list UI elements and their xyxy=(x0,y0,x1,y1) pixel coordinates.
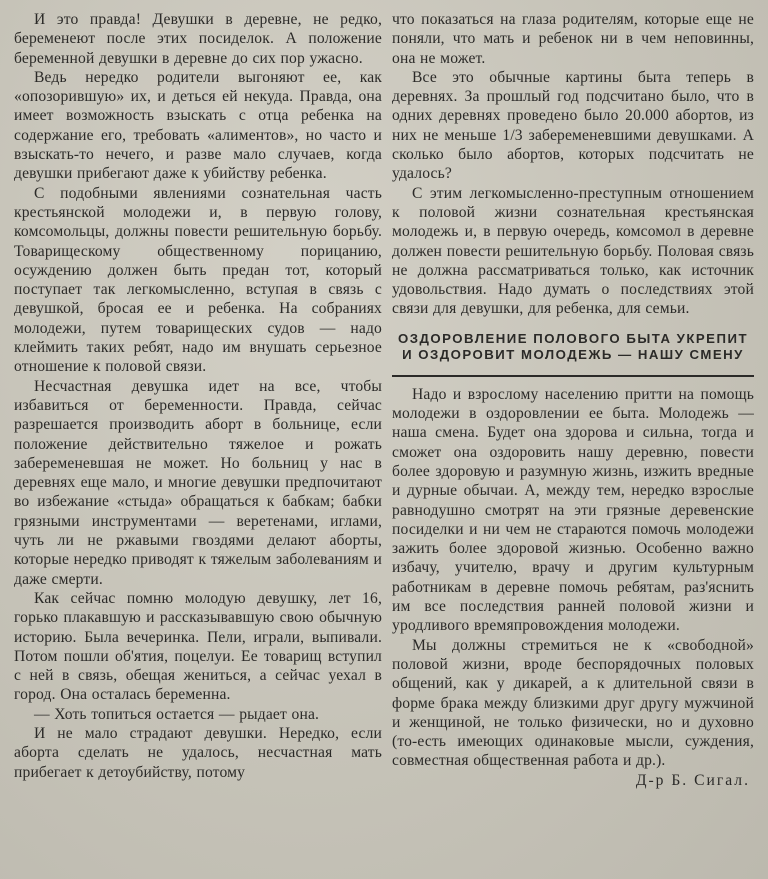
paragraph: Ведь нередко родители выгоняют ее, как «опозорившую» их, и деться ей некуда. Правда, она имеет возможность взыскать с отца ребенка на содержание его, требовать «алиментов», но часто и взыскать-то нечего, и разве мало случаев, когда девушки прибегают даже к убийству ребенка. xyxy=(14,68,382,183)
paragraph: Как сейчас помню молодую девушку, лет 16, горько плакавшую и рассказывавшую свою обычную историю. Была вечеринка. Пели, играли, выпивали. Потом пошли об'ятия, поцелуи. Ее товарищ вступил с ней в связь, обещая жениться, а сейчас уехал в город. Она осталась беременна. xyxy=(14,589,382,704)
section-heading: ОЗДОРОВЛЕНИЕ ПОЛОВОГО БЫТА УКРЕПИТ И ОЗДОРОВИТ МОЛОДЕЖЬ — НАШУ СМЕНУ xyxy=(397,330,748,362)
paragraph: И не мало страдают девушки. Нередко, если аборта сделать не удалось, несчастная мать прибегает к детоубийству, потому xyxy=(14,724,382,781)
paragraph: С подобными явлениями сознательная часть крестьянской молодежи и, в первую голову, комсомольцы, должны повести решительную борьбу. Товарищескому общественному порицанию, осуждению должен быть предан тот, который поступает так легкомысленно, вступая в связь с девушкой, бросая ее и ребенка. На собраниях молодежи, путем товарищеских судов — надо клеймить таких ребят, надо им внушать серьезное отношение к половой связи. xyxy=(14,184,382,376)
paragraph: Все это обычные картины быта теперь в деревнях. За прошлый год подсчитано было, что в одних деревнях проведено было 20.000 абортов, из них не меньше 1/3 забеременевшими девушками. А сколько было абортов, которых подсчитать не удалось? xyxy=(392,68,754,183)
left-column xyxy=(14,10,382,782)
paragraph: что показаться на глаза родителям, которые еще не поняли, что мать и ребенок ни в чем неповинны, она не может. xyxy=(392,11,754,67)
paragraph: Мы должны стремиться не к «свободной» половой жизни, вроде беспорядочных половых общений, как у дикарей, а к длительной связи в форме брака между близкими друг другу мужчиной и женщиной, не только физически, но и духовно (то-есть имеющих одинаковые мысли, суждения, совместная общественная работа и др.). xyxy=(392,636,754,770)
author-signature: Д-р Б. Сигал. xyxy=(635,771,750,789)
paragraph: Надо и взрослому населению притти на помощь молодежи в оздоровлении ее быта. Молодежь — наша смена. Будет она здорова и сильна, тогда и сможет она оздоровить нашу деревню, повести более здоровую и разумную жизнь, изжить вредные и дурные обычаи. А, между тем, нередко взрослые равнодушно смотрят на эти грязные деревенские посиделки и ни чем не стараются помочь молодежи зажить более здоровой жизнью. Особенно важно избачу, учителю, врачу и другим культурным работникам в деревне помочь ребятам, раз'яснить им все последствия ранней половой жизни и уродливого времяпровождения молодежи. xyxy=(392,385,754,635)
paragraph: С этим легкомысленно-преступным отношением к половой жизни сознательная крестьянская молодежь и, в первую очередь, комсомол в деревне должен повести решительную борьбу. Половая связь не должна рассматриваться только, как источник удовольствия. Надо думать о последствиях этой связи для девушки, для ребенка, для семьи. xyxy=(392,184,754,318)
paragraph: Несчастная девушка идет на все, чтобы избавиться от беременности. Правда, сейчас разрешается производить аборт в больнице, если положение действительно тяжелое и рожать забеременевшая не может. Но больниц у нас в деревнях еще мало, и многие девушки предпочитают во избежание «стыда» обращаться к бабкам; бабки грязными инструментами — веретенами, иглами, чуть ли не ржавыми гвоздями делают аборты, которые нередко приводят к тяжелым заболеваниям и даже смерти. xyxy=(14,377,382,588)
paragraph: — Хоть топиться остается — рыдает она. xyxy=(34,705,320,723)
right-column xyxy=(392,10,754,790)
paragraph: И это правда! Девушки в деревне, не редко, беременеют после этих посиделок. А положение беременной девушки в деревне до сих пор ужасно. xyxy=(14,11,382,67)
